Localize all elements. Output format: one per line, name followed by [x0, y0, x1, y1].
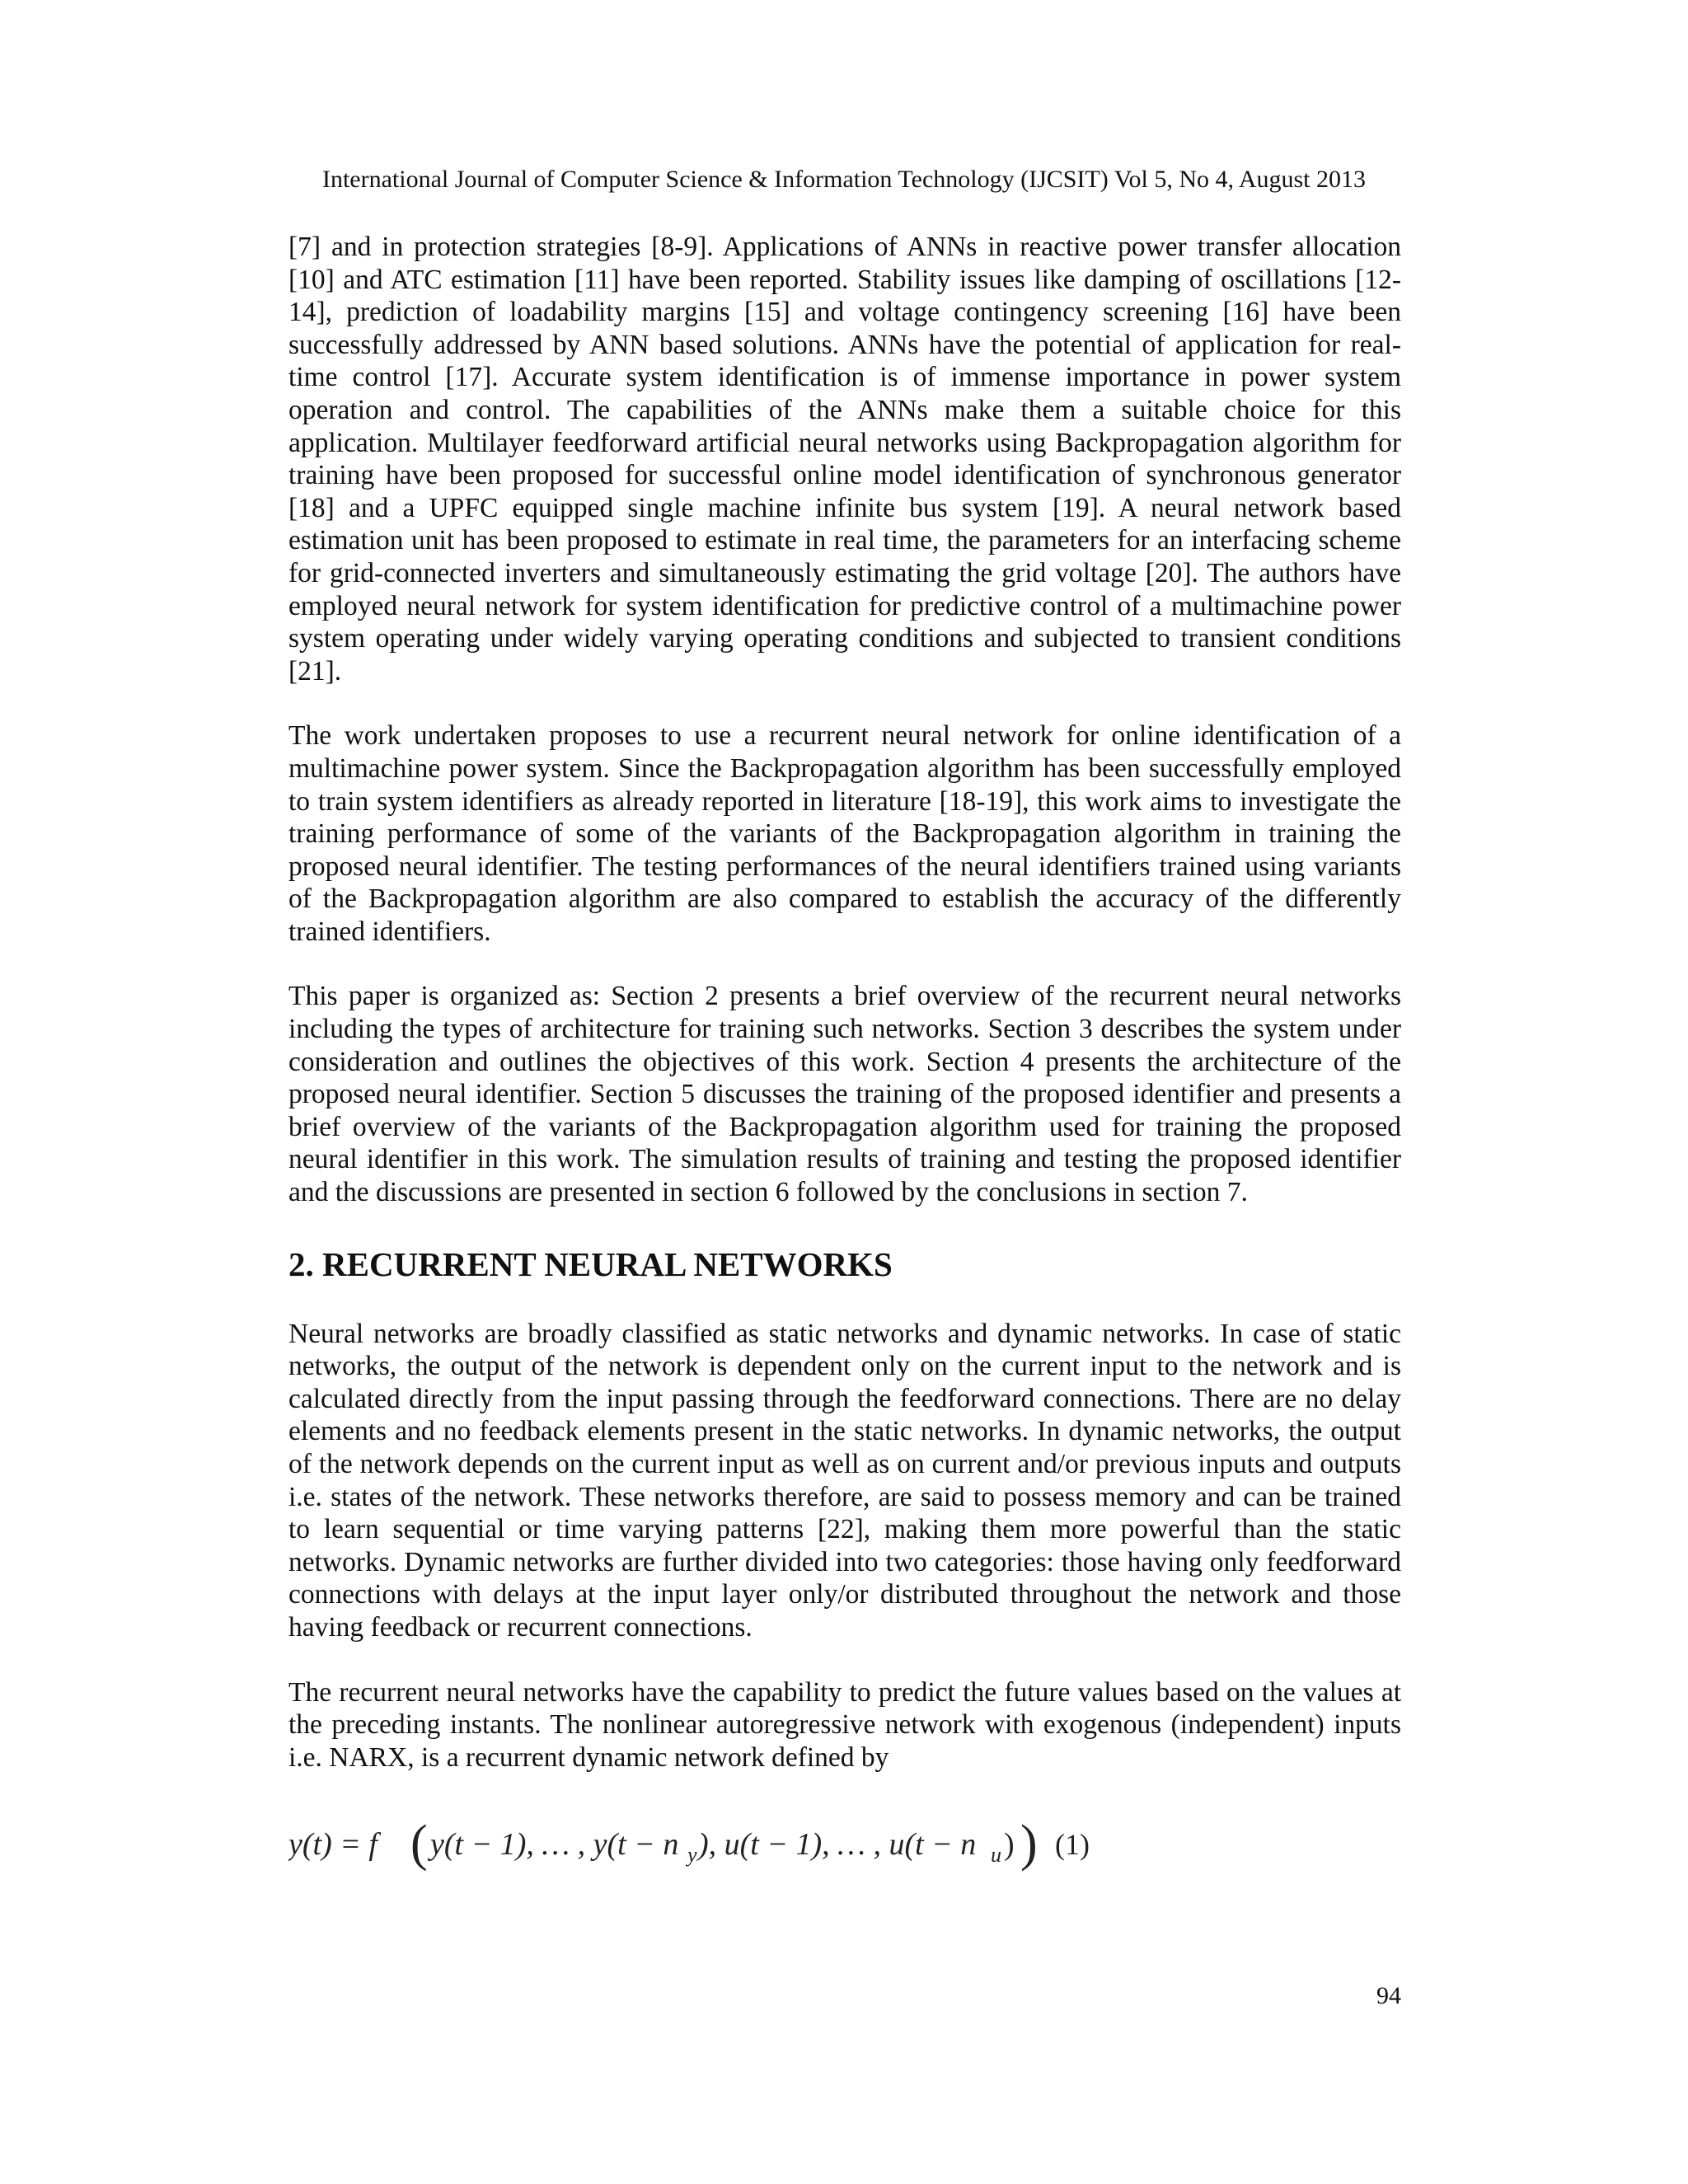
paragraph-paper-organization: This paper is organized as: Section 2 presents a brief overview of the recurrent neural networks including the types of architecture for training such networks. Section 3 describes the system under consideration and outlines the objectives of this work. Section 4 presents the architecture of the proposed neural identifier. Section 5 discusses the training of the proposed identifier and presents a brief overview of the variants of the Backpropagation algorithm used for training the proposed neural identifier in this work. The simulation results of training and testing the proposed identifier and the discussions are presented in section 6 followed by the conclusions in section 7.	[288, 981, 1401, 1208]
equation-args-1: y(t − 1), … , y(t − n	[430, 1827, 679, 1863]
equation-sub-y: y	[687, 1843, 697, 1868]
equation-graphic	[288, 1811, 1113, 1877]
equation-open-paren: (	[410, 1816, 428, 1872]
equation-narx	[288, 1811, 1401, 1877]
equation-lhs: y(t) = f	[288, 1827, 377, 1863]
paragraph-static-dynamic-networks: Neural networks are broadly classified as static networks and dynamic networks. In case of static networks, the output of the network is dependent only on the current input to the network and is calculated directly from the input passing through the feedforward connections. There are no delay elements and no feedback elements present in the static networks. In dynamic networks, the output of the network depends on the current input as well as on current and/or previous inputs and outputs i.e. states of the network. These networks therefore, are said to possess memory and can be trained to learn sequential or time varying patterns [22], making them more powerful than the static networks. Dynamic networks are further divided into two categories: those having only feedforward connections with delays at the input layer only/or distributed throughout the network and those having feedback or recurrent connections.	[288, 1318, 1401, 1643]
equation-number: (1)	[1055, 1828, 1090, 1862]
running-header: International Journal of Computer Science & Information Technology (IJCSIT) Vol 5, No 4, August 2013	[321, 166, 1367, 193]
paragraph-narx-definition: The recurrent neural networks have the capability to predict the future values based on the values at the preceding instants. The nonlinear autoregressive network with exogenous (independent) inputs i.e. NARX, is a recurrent dynamic network defined by	[288, 1676, 1401, 1773]
paragraph-work-undertaken: The work undertaken proposes to use a recurrent neural network for online identification of a multimachine power system. Since the Backpropagation algorithm has been successfully employed to train system identifiers as already reported in literature [18-19], this work aims to investigate the training performance of some of the variants of the Backpropagation algorithm in training the proposed neural identifier. The testing performances of the neural identifiers trained using variants of the Backpropagation algorithm are also compared to establish the accuracy of the differently trained identifiers.	[288, 720, 1401, 947]
paragraph-intro-literature: [7] and in protection strategies [8-9]. Applications of ANNs in reactive power transfer allocation [10] and ATC estimation [11] have been reported. Stability issues like damping of oscillations [12-14], prediction of loadability margins [15] and voltage contingency screening [16] have been successfully addressed by ANN based solutions. ANNs have the potential of application for real-time control [17]. Accurate system identification is of immense importance in power system operation and control. The capabilities of the ANNs make them a suitable choice for this application. Multilayer feedforward artificial neural networks using Backpropagation algorithm for training have been proposed for successful online model identification of synchronous generator [18] and a UPFC equipped single machine infinite bus system [19]. A neural network based estimation unit has been proposed to estimate in real time, the parameters for an interfacing scheme for grid-connected inverters and simultaneously estimating the grid voltage [20]. The authors have employed neural network for system identification for predictive control of a multimachine power system operating under widely varying operating conditions and subjected to transient conditions [21].	[288, 232, 1401, 687]
page-number: 94	[1376, 1982, 1401, 2009]
equation-args-3: )	[1004, 1827, 1015, 1863]
equation-sub-u: u	[991, 1843, 1001, 1868]
page-body	[288, 231, 1401, 1877]
equation-args-2: ), u(t − 1), … , u(t − n	[698, 1827, 977, 1863]
equation-close-paren: )	[1020, 1816, 1038, 1872]
section-heading: 2. RECURRENT NEURAL NETWORKS	[288, 1244, 893, 1283]
